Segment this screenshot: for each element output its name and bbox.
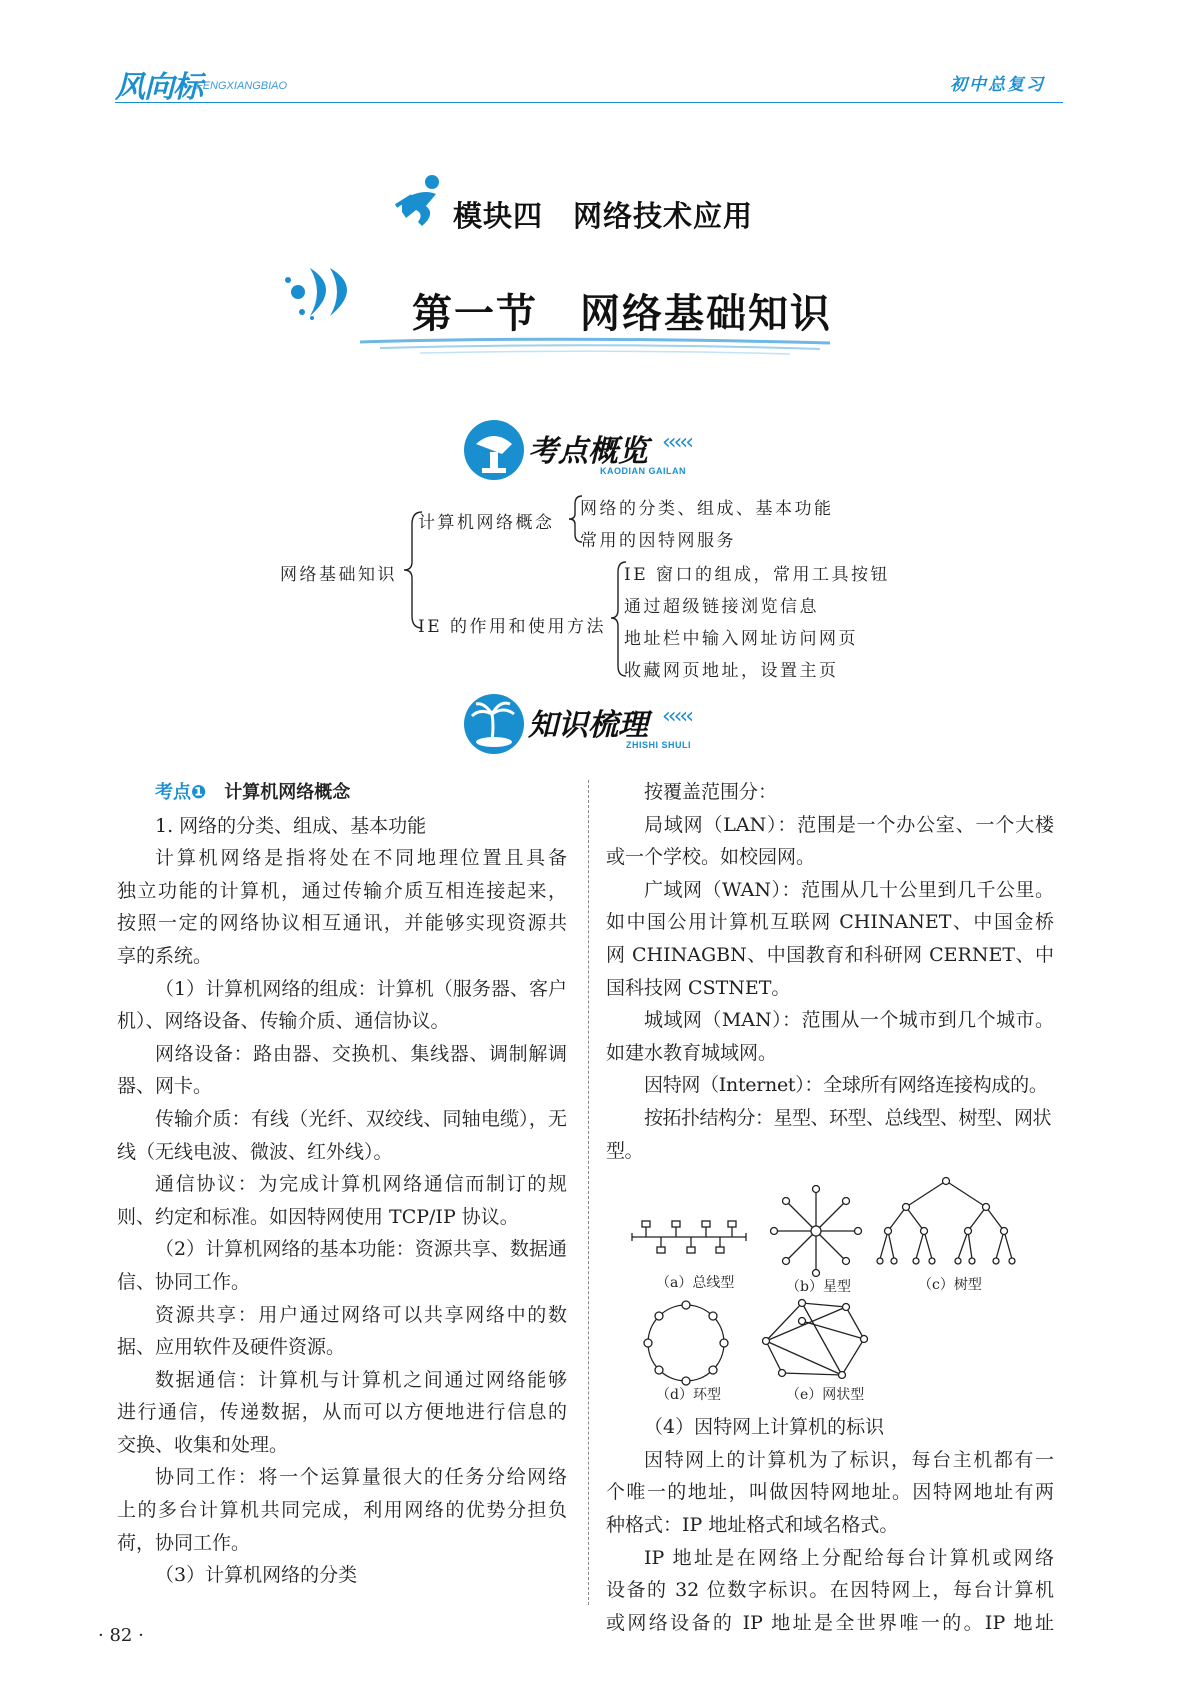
satellite-dish-icon bbox=[462, 418, 526, 482]
outline-b2-item-2: 通过超级链接浏览信息 bbox=[624, 597, 819, 617]
para-line: 数据通信：计算机与计算机之间通过网络能够 bbox=[155, 1368, 567, 1391]
swoosh-icon bbox=[280, 262, 380, 322]
para-line: 享的系统。 bbox=[117, 944, 213, 967]
para-line: 进行通信，传递数据，从而可以方便地进行信息的 bbox=[117, 1401, 567, 1424]
para-line: 通信协议：为完成计算机网络通信而制订的规 bbox=[155, 1173, 567, 1196]
kaodian-title: 计算机网络概念 bbox=[224, 782, 351, 803]
banner-zhishi-title: 知识梳理 bbox=[528, 708, 648, 743]
caption-bus: （a）总线型 bbox=[656, 1275, 735, 1292]
tree-topology-diagram bbox=[877, 1178, 1015, 1265]
topology-figure bbox=[606, 1171, 1054, 1403]
title-underline bbox=[360, 334, 830, 356]
outline-b1-item-2: 常用的因特网服务 bbox=[580, 531, 736, 551]
caption-mesh: （e）网状型 bbox=[786, 1387, 865, 1404]
para-line: 传输介质：有线（光纤、双绞线、同轴电缆），无 bbox=[155, 1107, 567, 1130]
outline-b2-item-1: IE 窗口的组成，常用工具按钮 bbox=[624, 565, 891, 585]
para-line: （4）因特网上计算机的标识 bbox=[644, 1416, 885, 1439]
caption-tree: （c）树型 bbox=[918, 1277, 982, 1294]
palm-island-icon bbox=[462, 692, 526, 756]
para-line: 广域网（WAN）：范围从几十公里到几千公里。 bbox=[644, 878, 1054, 901]
para-line: 按覆盖范围分： bbox=[644, 781, 778, 803]
para-line: 独立功能的计算机，通过传输介质互相连接起来， bbox=[117, 879, 567, 902]
para-line: 机）、网络设备、传输介质、通信协议。 bbox=[117, 1010, 450, 1033]
para-line: 如中国公用计算机互联网 CHINANET、中国金桥 bbox=[606, 911, 1054, 934]
para-line: 种格式：IP 地址格式和域名格式。 bbox=[606, 1513, 899, 1536]
para-line: （3）计算机网络的分类 bbox=[155, 1564, 358, 1587]
para-line: 城域网（MAN）：范围从一个城市到几个城市。 bbox=[644, 1009, 1054, 1032]
runner-icon bbox=[392, 170, 452, 230]
para-line: 因特网（Internet）：全球所有网络连接构成的。 bbox=[644, 1074, 1048, 1097]
bus-topology-diagram bbox=[632, 1221, 746, 1253]
mesh-topology-diagram bbox=[763, 1300, 868, 1379]
banner-kaodian-title: 考点概览 bbox=[528, 434, 648, 469]
brand-subtitle: FENGXIANGBIAO bbox=[196, 80, 288, 92]
section-title: 第一节 网络基础知识 bbox=[412, 290, 832, 337]
para-line: 按拓扑结构分：星型、环型、总线型、树型、网状型。 bbox=[606, 1106, 1052, 1162]
para-line: 局域网（LAN）：范围是一个办公室、一个大楼 bbox=[644, 813, 1054, 836]
para-line: 计算机网络是指将处在不同地理位置且具备 bbox=[155, 847, 567, 870]
column-divider bbox=[588, 780, 589, 1605]
para-line: 设备的 32 位数字标识。在因特网上，每台计算机 bbox=[606, 1579, 1054, 1602]
para-line: 按照一定的网络协议相互通讯，并能够实现资源共 bbox=[117, 912, 567, 935]
para-line: 1. 网络的分类、组成、基本功能 bbox=[155, 814, 427, 837]
para-line: 国科技网 CSTNET。 bbox=[606, 976, 791, 999]
outline-root: 网络基础知识 bbox=[280, 565, 397, 585]
brand-logo: 风向标 bbox=[115, 70, 202, 105]
para-line: 交换、收集和处理。 bbox=[117, 1433, 289, 1456]
para-line: 荷，协同工作。 bbox=[117, 1531, 251, 1554]
header-rule bbox=[115, 102, 1063, 103]
chevrons-icon: ‹‹‹‹‹ bbox=[662, 430, 691, 455]
page-number: · 82 · bbox=[98, 1625, 144, 1646]
banner-zhishi-subtitle: ZHISHI SHULI bbox=[626, 740, 692, 750]
para-line: （2）计算机网络的基本功能：资源共享、数据通 bbox=[155, 1238, 567, 1261]
caption-ring: （d）环型 bbox=[656, 1387, 721, 1404]
outline-b2-item-3: 地址栏中输入网址访问网页 bbox=[624, 629, 858, 649]
para-line: 网 CHINAGBN、中国教育和科研网 CERNET、中 bbox=[606, 943, 1054, 966]
module-title: 模块四 网络技术应用 bbox=[453, 199, 754, 233]
para-line: 资源共享：用户通过网络可以共享网络中的数 bbox=[155, 1303, 567, 1326]
para-line: 网络设备：路由器、交换机、集线器、调制解调 bbox=[155, 1042, 567, 1065]
star-topology-diagram bbox=[771, 1186, 862, 1277]
outline-b1-item-1: 网络的分类、组成、基本功能 bbox=[580, 499, 834, 519]
para-line: （1）计算机网络的组成：计算机（服务器、客户 bbox=[155, 977, 567, 1000]
para-line: IP 地址是在网络上分配给每台计算机或网络 bbox=[644, 1546, 1054, 1569]
para-line: 据、应用软件及硬件资源。 bbox=[117, 1336, 346, 1359]
banner-kaodian-subtitle: KAODIAN GAILAN bbox=[600, 466, 686, 476]
para-line: 如建水教育城域网。 bbox=[606, 1041, 778, 1064]
outline-b2-item-4: 收藏网页地址，设置主页 bbox=[624, 661, 839, 681]
header-series-title: 初中总复习 bbox=[950, 75, 1045, 95]
para-line: 线（无线电波、微波、红外线）。 bbox=[117, 1140, 393, 1163]
right-column bbox=[606, 776, 1054, 1639]
para-line: 因特网上的计算机为了标识，每台主机都有一 bbox=[644, 1448, 1054, 1471]
ring-topology-diagram bbox=[644, 1301, 728, 1385]
para-line: 信、协同工作。 bbox=[117, 1270, 251, 1293]
para-line: 器、网卡。 bbox=[117, 1075, 213, 1098]
para-line: 上的多台计算机共同完成，利用网络的优势分担负 bbox=[117, 1499, 567, 1522]
para-line: 或一个学校。如校园网。 bbox=[606, 846, 816, 869]
para-line: 协同工作：将一个运算量很大的任务分给网络 bbox=[155, 1466, 567, 1489]
para-line: 个唯一的地址，叫做因特网地址。因特网地址有两 bbox=[606, 1481, 1054, 1504]
outline-branch-ie-usage: IE 的作用和使用方法 bbox=[418, 617, 607, 637]
left-column bbox=[117, 776, 567, 1592]
para-line: 则、约定和标准。如因特网使用 TCP/IP 协议。 bbox=[117, 1205, 519, 1228]
outline-branch-network-concept: 计算机网络概念 bbox=[418, 513, 555, 533]
para-line: 或网络设备的 IP 地址是全世界唯一的。IP 地址 bbox=[606, 1611, 1054, 1634]
chevrons-icon: ‹‹‹‹‹ bbox=[662, 704, 691, 729]
kaodian-label: 考点❶ bbox=[155, 782, 207, 803]
caption-star: （b）星型 bbox=[786, 1279, 851, 1296]
